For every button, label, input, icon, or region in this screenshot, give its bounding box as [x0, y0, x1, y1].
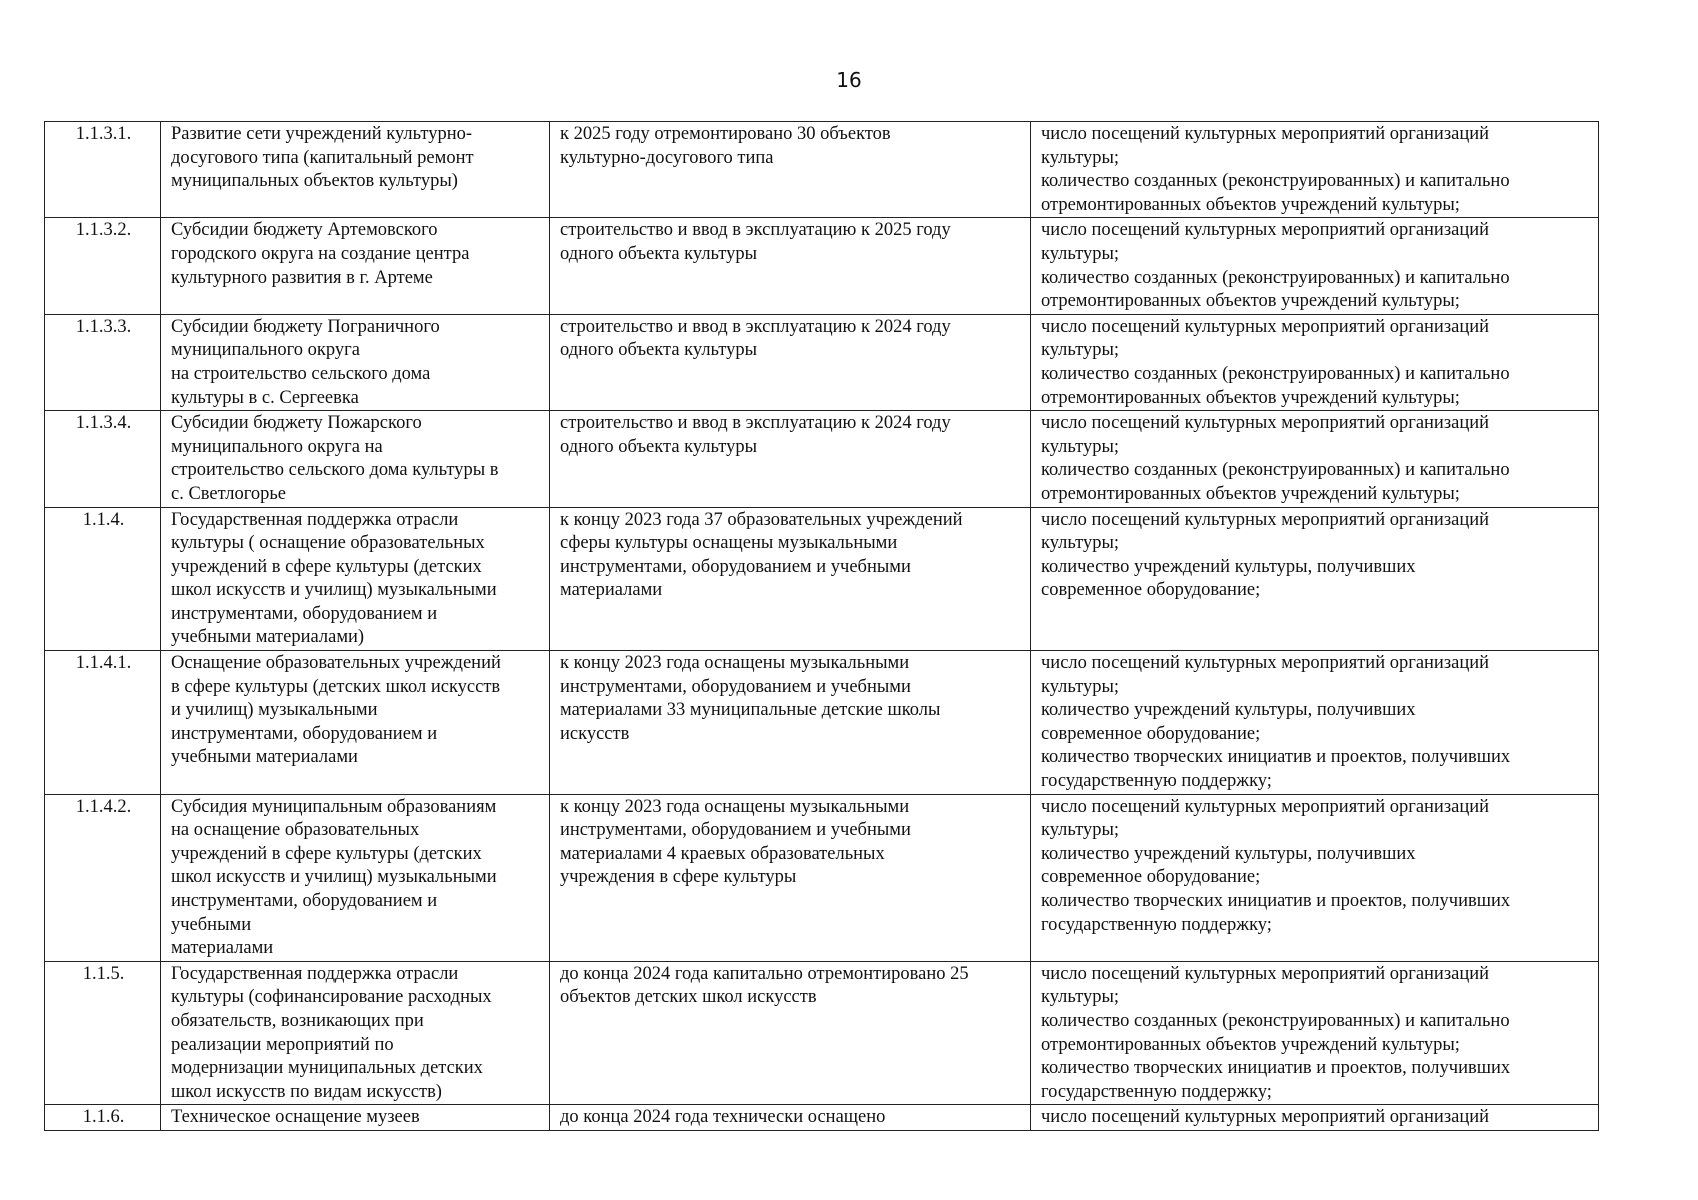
- measure-name-line: на строительство сельского дома: [171, 363, 431, 384]
- result-line: к концу 2023 года оснащены музыкальными: [560, 653, 910, 674]
- measure-name-line: культуры в с. Сергеевка: [171, 387, 359, 408]
- row-number-cell: [45, 314, 161, 410]
- measure-name-line: городского округа на создание центра: [171, 243, 470, 264]
- measure-name-line: инструментами, оборудованием и: [171, 603, 438, 624]
- row-number: 1.1.3.1.: [75, 124, 132, 144]
- indicator-line: количество созданных (реконструированных) и капитально: [1041, 363, 1510, 384]
- indicator-line: число посещений культурных мероприятий организаций: [1041, 316, 1490, 337]
- row-number: 1.1.3.3.: [75, 316, 132, 337]
- indicator-line: число посещений культурных мероприятий организаций: [1041, 509, 1490, 530]
- measure-name-line: Развитие сети учреждений культурно-: [171, 124, 473, 144]
- indicator-line: отремонтированных объектов учреждений культуры;: [1041, 387, 1460, 408]
- measure-name-line: Субсидии бюджету Пограничного: [171, 316, 440, 337]
- table-row: [45, 507, 1599, 651]
- measure-name-line: реализации мероприятий по: [171, 1034, 394, 1055]
- result-line: до конца 2024 года капитально отремонтировано 25: [560, 963, 969, 984]
- result-cell: [550, 314, 1031, 410]
- result-line: объектов детских школ искусств: [560, 987, 817, 1008]
- indicator-line: государственную поддержку;: [1041, 914, 1272, 935]
- indicators-cell: [1031, 122, 1599, 218]
- measure-name-line: Субсидия муниципальным образованиям: [171, 796, 497, 817]
- indicator-line: отремонтированных объектов учреждений культуры;: [1041, 194, 1460, 215]
- result-line: строительство и ввод в эксплуатацию к 2025 году: [560, 220, 951, 241]
- result-line: строительство и ввод в эксплуатацию к 2024 году: [560, 413, 951, 434]
- measure-name-cell: [161, 411, 550, 507]
- indicator-line: количество творческих инициатив и проектов, получивших: [1041, 891, 1511, 911]
- result-cell: [550, 651, 1031, 795]
- indicator-line: количество созданных (реконструированных) и капитально: [1041, 1010, 1510, 1031]
- indicator-line: культуры;: [1041, 147, 1120, 168]
- measure-name-line: культуры (софинансирование расходных: [171, 987, 492, 1008]
- indicators-cell: [1031, 507, 1599, 651]
- measure-name-line: Субсидии бюджету Пожарского: [171, 413, 422, 434]
- result-line: искусств: [560, 723, 630, 744]
- indicators-cell: [1031, 651, 1599, 795]
- measure-name-line: инструментами, оборудованием и: [171, 723, 438, 744]
- measure-name-line: школ искусств и училищ) музыкальными: [171, 867, 497, 888]
- result-cell: [550, 507, 1031, 651]
- indicator-line: культуры;: [1041, 533, 1120, 554]
- row-number: 1.1.5.: [82, 963, 125, 984]
- row-number-cell: [45, 1105, 161, 1131]
- result-line: одного объекта культуры: [560, 436, 758, 457]
- result-line: материалами 33 муниципальные детские школы: [560, 700, 941, 721]
- measure-name-line: Оснащение образовательных учреждений: [171, 653, 501, 674]
- result-cell: [550, 218, 1031, 314]
- row-number-cell: [45, 961, 161, 1105]
- indicator-line: число посещений культурных мероприятий организаций: [1041, 220, 1490, 241]
- result-cell: [550, 122, 1031, 218]
- indicator-line: количество творческих инициатив и проектов, получивших: [1041, 1058, 1511, 1079]
- indicators-cell: [1031, 411, 1599, 507]
- measure-name-cell: [161, 961, 550, 1105]
- measure-name-cell: [161, 122, 550, 218]
- indicator-line: современное оборудование;: [1041, 723, 1261, 744]
- indicator-line: культуры;: [1041, 340, 1120, 361]
- indicator-line: количество учреждений культуры, получивших: [1041, 556, 1416, 577]
- indicator-line: современное оборудование;: [1041, 867, 1261, 888]
- indicator-line: культуры;: [1041, 820, 1120, 841]
- measure-name-line: культурного развития в г. Артеме: [171, 267, 433, 288]
- indicator-line: количество учреждений культуры, получивших: [1041, 843, 1416, 864]
- indicator-line: количество созданных (реконструированных) и капитально: [1041, 460, 1510, 481]
- row-number: 1.1.4.: [82, 509, 125, 530]
- indicators-cell: [1031, 218, 1599, 314]
- measure-name-cell: [161, 218, 550, 314]
- measure-name-line: учебными материалами: [171, 747, 358, 768]
- result-cell: [550, 794, 1031, 961]
- measure-name-line: с. Светлогорье: [171, 483, 287, 504]
- measure-name-cell: [161, 794, 550, 961]
- indicators-cell: [1031, 1105, 1599, 1131]
- measure-name-line: учреждений в сфере культуры (детских: [171, 556, 482, 577]
- result-line: учреждения в сфере культуры: [560, 867, 797, 888]
- indicator-line: отремонтированных объектов учреждений культуры;: [1041, 483, 1460, 504]
- row-number-cell: [45, 218, 161, 314]
- measure-name-line: обязательств, возникающих при: [171, 1010, 424, 1031]
- table-body: [45, 122, 1599, 1131]
- result-line: материалами 4 краевых образовательных: [560, 843, 885, 864]
- measure-name-line: Государственная поддержка отрасли: [171, 509, 459, 530]
- indicator-line: государственную поддержку;: [1041, 771, 1272, 792]
- row-number: 1.1.4.1.: [75, 653, 132, 674]
- result-line: строительство и ввод в эксплуатацию к 2024 году: [560, 316, 951, 337]
- measure-name-line: школ искусств по видам искусств): [171, 1081, 442, 1102]
- measure-name-cell: [161, 507, 550, 651]
- indicator-line: количество учреждений культуры, получивших: [1041, 700, 1416, 721]
- row-number-cell: [45, 411, 161, 507]
- measure-name-line: муниципального округа: [171, 340, 360, 361]
- indicator-line: число посещений культурных мероприятий организаций: [1041, 963, 1490, 984]
- table-row: [45, 1105, 1599, 1131]
- result-line: одного объекта культуры: [560, 340, 758, 361]
- measure-name-line: муниципальных объектов культуры): [171, 171, 458, 192]
- indicators-cell: [1031, 314, 1599, 410]
- measure-name-cell: [161, 651, 550, 795]
- indicator-line: число посещений культурных мероприятий организаций: [1041, 124, 1490, 144]
- result-line: до конца 2024 года технически оснащено: [560, 1107, 886, 1128]
- result-line: к концу 2023 года 37 образовательных учреждений: [560, 509, 963, 530]
- result-cell: [550, 1105, 1031, 1131]
- measure-name-line: и училищ) музыкальными: [171, 700, 378, 721]
- table-row: [45, 411, 1599, 507]
- measure-name-line: учебными материалами): [171, 627, 365, 648]
- result-line: инструментами, оборудованием и учебными: [560, 820, 911, 841]
- table-row: [45, 314, 1599, 410]
- indicators-cell: [1031, 961, 1599, 1105]
- measure-name-line: Государственная поддержка отрасли: [171, 963, 459, 984]
- measures-table: [44, 121, 1599, 1131]
- result-line: сферы культуры оснащены музыкальными: [560, 533, 898, 554]
- indicator-line: число посещений культурных мероприятий организаций: [1041, 413, 1490, 434]
- measure-name-line: модернизации муниципальных детских: [171, 1058, 483, 1079]
- measure-name-line: учебными: [171, 914, 252, 935]
- result-line: инструментами, оборудованием и учебными: [560, 676, 911, 697]
- table-row: [45, 794, 1599, 961]
- indicator-line: количество созданных (реконструированных) и капитально: [1041, 267, 1510, 288]
- measure-name-line: школ искусств и училищ) музыкальными: [171, 580, 497, 601]
- result-line: одного объекта культуры: [560, 243, 758, 264]
- result-cell: [550, 411, 1031, 507]
- row-number-cell: [45, 794, 161, 961]
- row-number: 1.1.6.: [82, 1107, 125, 1128]
- row-number: 1.1.3.4.: [75, 413, 132, 434]
- page-number: 16: [836, 68, 862, 92]
- indicator-line: государственную поддержку;: [1041, 1081, 1272, 1102]
- indicator-line: культуры;: [1041, 987, 1120, 1008]
- row-number-cell: [45, 651, 161, 795]
- row-number-cell: [45, 122, 161, 218]
- result-line: культурно-досугового типа: [560, 147, 774, 168]
- indicator-line: современное оборудование;: [1041, 580, 1261, 601]
- measure-name-line: материалами: [171, 938, 274, 959]
- indicator-line: отремонтированных объектов учреждений культуры;: [1041, 291, 1460, 312]
- measure-name-line: муниципального округа на: [171, 436, 383, 457]
- table-row: [45, 218, 1599, 314]
- result-line: материалами: [560, 580, 663, 601]
- measure-name-line: на оснащение образовательных: [171, 820, 420, 841]
- indicator-line: культуры;: [1041, 436, 1120, 457]
- result-cell: [550, 961, 1031, 1105]
- measure-name-line: Субсидии бюджету Артемовского: [171, 220, 438, 241]
- measure-name-line: Техническое оснащение музеев: [171, 1107, 420, 1128]
- indicator-line: число посещений культурных мероприятий организаций: [1041, 653, 1490, 674]
- result-line: к 2025 году отремонтировано 30 объектов: [560, 124, 891, 144]
- measure-name-cell: [161, 1105, 550, 1131]
- measure-name-line: в сфере культуры (детских школ искусств: [171, 676, 501, 697]
- measure-name-cell: [161, 314, 550, 410]
- indicators-cell: [1031, 794, 1599, 961]
- indicator-line: количество созданных (реконструированных) и капитально: [1041, 171, 1510, 192]
- measure-name-line: инструментами, оборудованием и: [171, 891, 438, 911]
- table-row: [45, 122, 1599, 218]
- row-number: 1.1.3.2.: [75, 220, 132, 241]
- table-row: [45, 961, 1599, 1105]
- indicator-line: число посещений культурных мероприятий организаций: [1041, 1107, 1490, 1128]
- row-number-cell: [45, 507, 161, 651]
- measure-name-line: культуры ( оснащение образовательных: [171, 533, 485, 554]
- table-row: [45, 651, 1599, 795]
- measure-name-line: учреждений в сфере культуры (детских: [171, 843, 482, 864]
- result-line: инструментами, оборудованием и учебными: [560, 556, 911, 577]
- indicator-line: количество творческих инициатив и проектов, получивших: [1041, 747, 1511, 768]
- indicator-line: число посещений культурных мероприятий организаций: [1041, 796, 1490, 817]
- measure-name-line: досугового типа (капитальный ремонт: [171, 147, 474, 168]
- result-line: к концу 2023 года оснащены музыкальными: [560, 796, 910, 817]
- indicator-line: культуры;: [1041, 676, 1120, 697]
- indicator-line: культуры;: [1041, 243, 1120, 264]
- indicator-line: отремонтированных объектов учреждений культуры;: [1041, 1034, 1460, 1055]
- measure-name-line: строительство сельского дома культуры в: [171, 460, 499, 481]
- row-number: 1.1.4.2.: [75, 796, 132, 817]
